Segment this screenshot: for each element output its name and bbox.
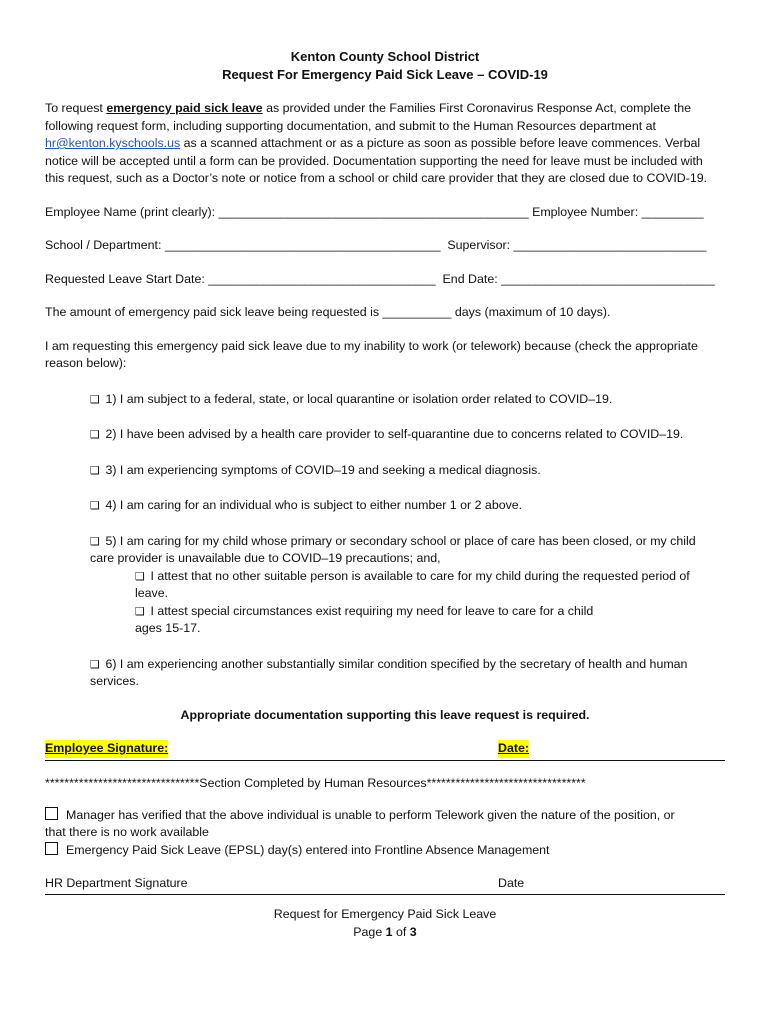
manager-verify-item[interactable] <box>45 807 725 842</box>
intro-bold-term: emergency paid sick leave <box>106 101 263 115</box>
hr-section-divider: ********************************Section Completed by Human Resources********************************* <box>45 776 586 790</box>
checkbox-icon[interactable]: ❑ <box>90 499 100 512</box>
reason-2-text: 2) I have been advised by a health care provider to self-quarantine due to concerns related to COVID–19. <box>102 427 684 441</box>
checkbox-icon[interactable]: ❑ <box>90 534 100 548</box>
start-date-field[interactable]: Requested Leave Start Date: _________________________________ <box>45 271 443 286</box>
school-row <box>45 237 725 255</box>
hr-signature-row[interactable] <box>45 875 725 895</box>
reason-3[interactable] <box>45 462 725 480</box>
employee-number-field[interactable]: Employee Number: _________ <box>532 204 704 219</box>
checkbox-icon[interactable]: ❑ <box>135 569 145 583</box>
employee-signature-label: Employee Signature: <box>45 740 168 758</box>
dates-row <box>45 271 725 289</box>
reason-5b-cont: ages 15-17. <box>135 621 201 635</box>
checkbox-icon[interactable]: ❑ <box>90 392 100 406</box>
checkbox-icon[interactable]: ❑ <box>135 604 145 618</box>
page-footer <box>45 905 725 941</box>
supervisor-field[interactable]: Supervisor: ____________________________ <box>447 238 707 252</box>
hr-date-label: Date <box>498 876 525 890</box>
reason-5-text: 5) I am caring for my child whose primary or secondary school or place of care has been closed, or my child <box>102 533 696 548</box>
checkbox-icon[interactable]: ❑ <box>90 463 100 477</box>
footer-title: Request for Emergency Paid Sick Leave <box>273 907 497 921</box>
epsl-text: Emergency Paid Sick Leave (EPSL) day(s) entered into Frontline Absence Management <box>66 842 550 857</box>
reason-5[interactable] <box>45 533 725 568</box>
reason-3-text: 3) I am experiencing symptoms of COVID–19 and seeking a medical diagnosis. <box>102 462 541 477</box>
leave-amount-line[interactable]: The amount of emergency paid sick leave being requested is __________ days (maximum of 10 days). <box>45 305 611 319</box>
school-department-field[interactable]: School / Department: ________________________________________ <box>45 238 448 252</box>
intro-text-3: as a scanned attachment or as a picture as soon as possible before leave commences. Verbal notice will be accepted until a form can be provided. Documentation supporting the need for leave must be included with this request, such as a Doctor’s note or notice from a school or child care provider that they are closed due to COVID-19. <box>45 136 708 185</box>
reason-4-text: 4) I am caring for an individual who is subject to either number 1 or 2 above. <box>102 498 523 512</box>
district-name: Kenton County School District <box>290 49 480 64</box>
reason-5-cont: care provider is unavailable due to COVID–19 precautions; and, <box>90 551 441 565</box>
employee-signature-row[interactable] <box>45 740 725 761</box>
manager-verify-text: Manager has verified that the above individual is unable to perform Telework given the nature of the position, or <box>66 807 675 822</box>
reason-6-cont: services. <box>90 674 139 688</box>
reason-5a[interactable] <box>45 568 725 586</box>
form-page <box>45 48 725 941</box>
intro-text-1: To request <box>45 101 107 115</box>
employee-name-row <box>45 204 725 222</box>
end-date-field[interactable]: End Date: _______________________________ <box>442 271 715 286</box>
reason-5a-cont: leave. <box>135 586 169 600</box>
reason-6-text: 6) I am experiencing another substantially similar condition specified by the secretary of health and human <box>102 656 688 671</box>
reason-intro: I am requesting this emergency paid sick leave due to my inability to work (or telework) because (check the appropriate reason below): <box>45 338 698 370</box>
reason-5a-text: I attest that no other suitable person is available to care for my child during the requested period of <box>147 568 690 583</box>
page-number: Page 1 of 3 <box>353 925 417 939</box>
hr-signature-label: HR Department Signature <box>45 876 188 890</box>
checkbox-icon[interactable] <box>45 842 58 855</box>
intro-paragraph <box>45 100 725 188</box>
reason-2[interactable] <box>45 426 725 444</box>
reason-6[interactable] <box>45 656 725 691</box>
epsl-item[interactable] <box>45 842 725 860</box>
checkbox-icon[interactable] <box>45 807 58 820</box>
reason-4[interactable] <box>45 497 725 515</box>
signature-date-label: Date: <box>498 740 529 758</box>
reason-1[interactable] <box>45 391 725 409</box>
reason-1-text: 1) I am subject to a federal, state, or local quarantine or isolation order related to COVID–19. <box>102 391 613 406</box>
reason-5b-text: I attest special circumstances exist requiring my need for leave to care for a child <box>147 603 594 618</box>
checkbox-icon[interactable]: ❑ <box>90 428 100 441</box>
reason-5b[interactable] <box>45 603 725 621</box>
employee-name-field[interactable]: Employee Name (print clearly): _____________________________________________ <box>45 204 533 219</box>
hr-email-link[interactable]: hr@kenton.kyschools.us <box>45 136 181 150</box>
manager-verify-cont: that there is no work available <box>45 825 209 839</box>
form-title: Request For Emergency Paid Sick Leave – COVID-19 <box>222 67 548 82</box>
intro-text-2: as provided under the Families First Coronavirus Response Act, complete the following request form, including supporting documentation, and submit to the Human Resources department at <box>45 101 692 133</box>
checkbox-icon[interactable]: ❑ <box>90 657 100 671</box>
documentation-note: Appropriate documentation supporting this leave request is required. <box>180 707 590 722</box>
